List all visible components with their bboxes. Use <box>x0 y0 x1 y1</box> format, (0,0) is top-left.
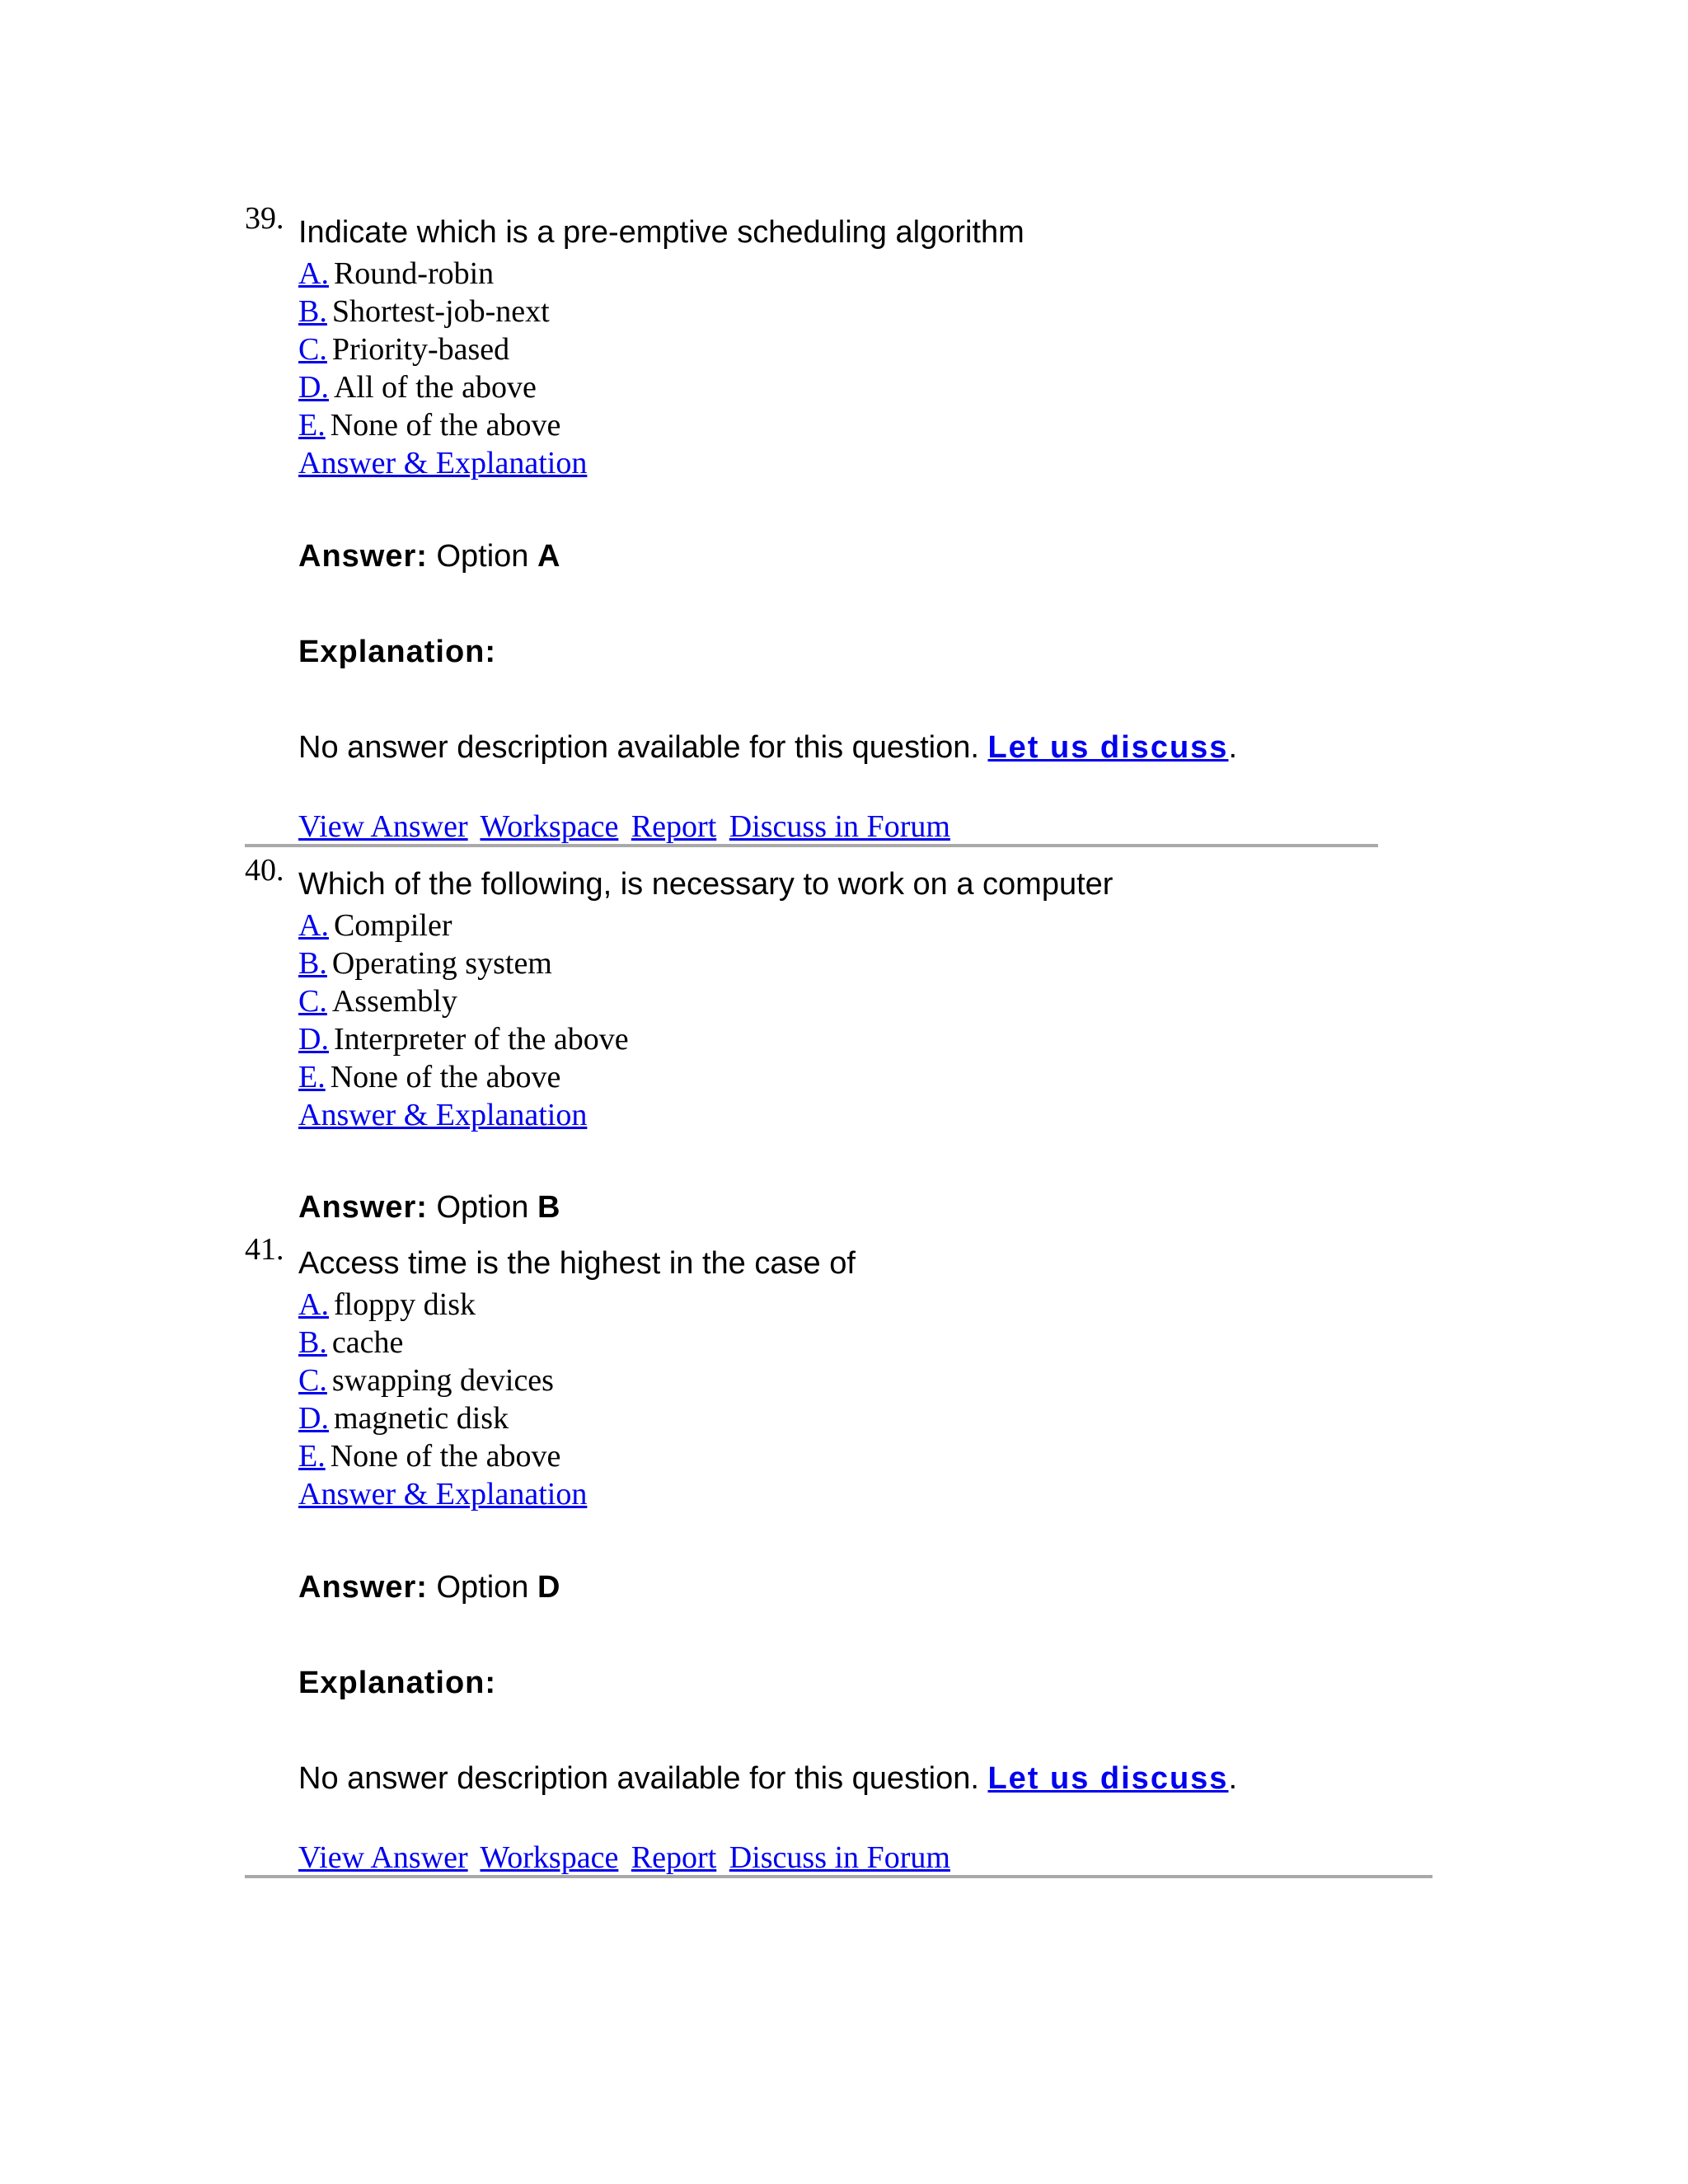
discuss-in-forum-link[interactable]: Discuss in Forum <box>729 1840 950 1875</box>
option-text: magnetic disk <box>333 1401 509 1436</box>
option-text: None of the above <box>330 1060 561 1094</box>
option-c-link[interactable]: C. <box>298 984 327 1019</box>
report-link[interactable]: Report <box>631 809 717 844</box>
option-text: Interpreter of the above <box>333 1022 629 1057</box>
option-c <box>298 330 509 368</box>
view-answer-link[interactable]: View Answer <box>298 1840 468 1875</box>
description-end: . <box>1228 730 1237 765</box>
answer-letter: D <box>537 1570 560 1605</box>
question-number: 40. <box>245 853 284 888</box>
explanation-description <box>298 1760 1237 1797</box>
option-a-link[interactable]: A. <box>298 256 329 291</box>
question-number: 41. <box>245 1232 284 1267</box>
option-text: Shortest-job-next <box>331 294 550 329</box>
let-us-discuss-link[interactable]: Let us discuss <box>987 730 1229 765</box>
option-d-link[interactable]: D. <box>298 370 329 405</box>
option-text: floppy disk <box>333 1287 476 1322</box>
workspace-link[interactable]: Workspace <box>480 1840 619 1875</box>
option-a <box>298 255 494 293</box>
answer-letter: B <box>537 1190 560 1225</box>
option-d <box>298 1020 629 1058</box>
let-us-discuss-link[interactable]: Let us discuss <box>987 1761 1229 1796</box>
option-e-link[interactable]: E. <box>298 1439 326 1474</box>
answer-letter: A <box>537 539 560 574</box>
option-a <box>298 1286 476 1324</box>
option-d <box>298 368 537 406</box>
option-text: None of the above <box>330 1439 561 1474</box>
answer-explanation-link[interactable]: Answer & Explanation <box>298 1098 588 1132</box>
answer-prefix: Option <box>436 1570 529 1605</box>
question-text: Indicate which is a pre-emptive scheduling algorithm <box>298 215 1025 250</box>
option-a-link[interactable]: A. <box>298 1287 329 1322</box>
answer-explanation-link[interactable]: Answer & Explanation <box>298 1477 588 1511</box>
option-d <box>298 1399 509 1437</box>
question-text: Access time is the highest in the case of <box>298 1246 856 1281</box>
explanation-heading: Explanation: <box>298 635 497 669</box>
option-text: Operating system <box>331 946 552 981</box>
option-text: Round-robin <box>333 256 495 291</box>
description-end: . <box>1228 1761 1237 1796</box>
answer-line <box>298 1568 560 1606</box>
option-e-link[interactable]: E. <box>298 408 326 443</box>
option-text: swapping devices <box>331 1363 554 1398</box>
description-text: No answer description available for this question. <box>298 730 979 765</box>
option-b-link[interactable]: B. <box>298 294 327 329</box>
answer-explanation-link[interactable]: Answer & Explanation <box>298 446 588 480</box>
answer-label: Answer: <box>298 539 428 574</box>
answer-line <box>298 1188 560 1226</box>
option-a-link[interactable]: A. <box>298 908 329 943</box>
option-c <box>298 1361 554 1399</box>
option-text: Assembly <box>331 984 457 1019</box>
view-answer-link[interactable]: View Answer <box>298 809 468 844</box>
explanation-heading: Explanation: <box>298 1666 497 1700</box>
question-text: Which of the following, is necessary to work on a computer <box>298 867 1114 902</box>
option-text: Priority-based <box>331 332 510 367</box>
answer-prefix: Option <box>436 539 529 574</box>
description-text: No answer description available for this question. <box>298 1761 979 1796</box>
option-text: cache <box>331 1325 404 1360</box>
option-c-link[interactable]: C. <box>298 1363 327 1398</box>
option-d-link[interactable]: D. <box>298 1401 329 1436</box>
discuss-in-forum-link[interactable]: Discuss in Forum <box>729 809 950 844</box>
option-e <box>298 406 560 444</box>
option-text: Compiler <box>333 908 452 943</box>
option-c-link[interactable]: C. <box>298 332 327 367</box>
option-text: All of the above <box>333 370 537 405</box>
answer-label: Answer: <box>298 1190 428 1225</box>
answer-label: Answer: <box>298 1570 428 1605</box>
answer-prefix: Option <box>436 1190 529 1225</box>
explanation-description <box>298 729 1237 766</box>
option-b <box>298 1324 403 1361</box>
option-e-link[interactable]: E. <box>298 1060 326 1094</box>
option-b-link[interactable]: B. <box>298 946 327 981</box>
option-text: None of the above <box>330 408 561 443</box>
report-link[interactable]: Report <box>631 1840 717 1875</box>
question-footer-links <box>298 1839 955 1877</box>
option-e <box>298 1058 560 1096</box>
divider <box>245 1875 1432 1878</box>
option-a <box>298 907 452 944</box>
question-footer-links <box>298 808 955 846</box>
option-b <box>298 293 550 330</box>
option-c <box>298 982 457 1020</box>
divider <box>245 844 1378 847</box>
option-e <box>298 1437 560 1475</box>
question-number: 39. <box>245 201 284 236</box>
option-b <box>298 944 552 982</box>
option-d-link[interactable]: D. <box>298 1022 329 1057</box>
answer-line <box>298 537 560 575</box>
workspace-link[interactable]: Workspace <box>480 809 619 844</box>
option-b-link[interactable]: B. <box>298 1325 327 1360</box>
